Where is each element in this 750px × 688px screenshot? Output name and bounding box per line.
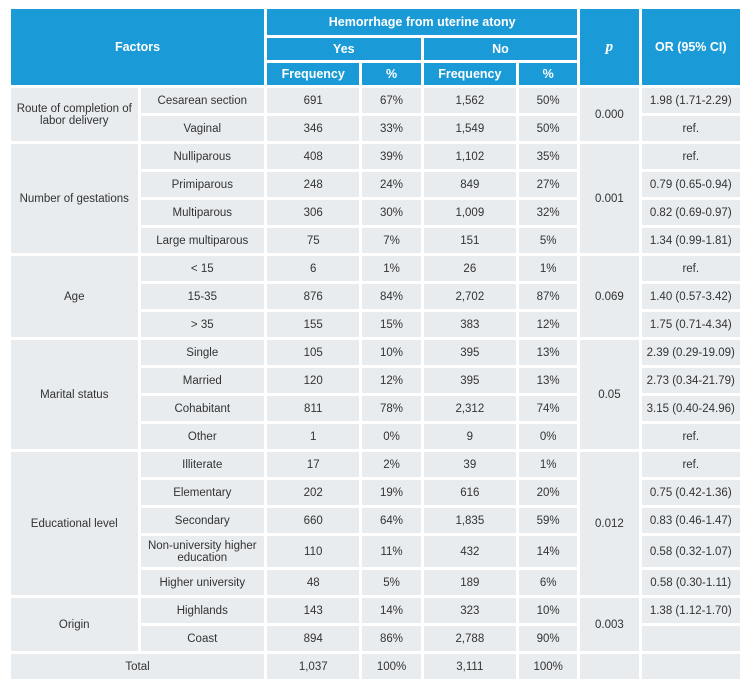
table-row bbox=[11, 144, 740, 169]
factor-cell: Route of completion of labor delivery bbox=[11, 88, 138, 141]
no-percent-cell: 10% bbox=[519, 598, 577, 623]
yes-percent-cell: 7% bbox=[362, 228, 420, 253]
no-percent-cell: 59% bbox=[519, 508, 577, 533]
header-group: Hemorrhage from uterine atony bbox=[267, 9, 577, 35]
p-value-cell: 0.012 bbox=[580, 452, 638, 595]
table-row bbox=[11, 598, 740, 623]
yes-frequency-cell: 876 bbox=[267, 284, 359, 309]
total-no-percent: 100% bbox=[519, 654, 577, 679]
or-cell: 2.39 (0.29-19.09) bbox=[642, 340, 740, 365]
no-frequency-cell: 1,562 bbox=[424, 88, 516, 113]
results-table bbox=[8, 6, 743, 682]
or-cell: 1.38 (1.12-1.70) bbox=[642, 598, 740, 623]
no-percent-cell: 1% bbox=[519, 452, 577, 477]
or-cell: 0.58 (0.32-1.07) bbox=[642, 536, 740, 567]
or-cell bbox=[642, 626, 740, 651]
yes-percent-cell: 64% bbox=[362, 508, 420, 533]
yes-percent-cell: 78% bbox=[362, 396, 420, 421]
or-cell: 3.15 (0.40-24.96) bbox=[642, 396, 740, 421]
level-cell: 15-35 bbox=[141, 284, 265, 309]
no-percent-cell: 13% bbox=[519, 368, 577, 393]
yes-percent-cell: 10% bbox=[362, 340, 420, 365]
no-frequency-cell: 39 bbox=[424, 452, 516, 477]
yes-percent-cell: 19% bbox=[362, 480, 420, 505]
total-or-empty bbox=[642, 654, 740, 679]
or-cell: ref. bbox=[642, 256, 740, 281]
yes-frequency-cell: 110 bbox=[267, 536, 359, 567]
header-no: No bbox=[424, 38, 578, 60]
header-yes-percent: % bbox=[362, 63, 420, 85]
yes-percent-cell: 33% bbox=[362, 116, 420, 141]
no-percent-cell: 50% bbox=[519, 88, 577, 113]
no-frequency-cell: 383 bbox=[424, 312, 516, 337]
yes-percent-cell: 2% bbox=[362, 452, 420, 477]
or-cell: 0.83 (0.46-1.47) bbox=[642, 508, 740, 533]
level-cell: Cohabitant bbox=[141, 396, 265, 421]
or-cell: 1.98 (1.71-2.29) bbox=[642, 88, 740, 113]
yes-percent-cell: 39% bbox=[362, 144, 420, 169]
level-cell: Elementary bbox=[141, 480, 265, 505]
no-percent-cell: 13% bbox=[519, 340, 577, 365]
yes-frequency-cell: 248 bbox=[267, 172, 359, 197]
or-cell: 0.75 (0.42-1.36) bbox=[642, 480, 740, 505]
header-no-percent: % bbox=[519, 63, 577, 85]
yes-percent-cell: 24% bbox=[362, 172, 420, 197]
no-percent-cell: 20% bbox=[519, 480, 577, 505]
or-cell: 2.73 (0.34-21.79) bbox=[642, 368, 740, 393]
total-row bbox=[11, 654, 740, 679]
no-percent-cell: 6% bbox=[519, 570, 577, 595]
table-body bbox=[11, 88, 740, 679]
factor-cell: Number of gestations bbox=[11, 144, 138, 253]
level-cell: Highlands bbox=[141, 598, 265, 623]
yes-percent-cell: 86% bbox=[362, 626, 420, 651]
no-frequency-cell: 432 bbox=[424, 536, 516, 567]
yes-frequency-cell: 202 bbox=[267, 480, 359, 505]
or-cell: ref. bbox=[642, 144, 740, 169]
or-cell: 0.82 (0.69-0.97) bbox=[642, 200, 740, 225]
no-frequency-cell: 395 bbox=[424, 368, 516, 393]
no-percent-cell: 35% bbox=[519, 144, 577, 169]
factor-cell: Educational level bbox=[11, 452, 138, 595]
yes-frequency-cell: 894 bbox=[267, 626, 359, 651]
yes-frequency-cell: 306 bbox=[267, 200, 359, 225]
yes-frequency-cell: 811 bbox=[267, 396, 359, 421]
no-frequency-cell: 9 bbox=[424, 424, 516, 449]
level-cell: < 15 bbox=[141, 256, 265, 281]
level-cell: Non-university higher education bbox=[141, 536, 265, 567]
level-cell: > 35 bbox=[141, 312, 265, 337]
no-frequency-cell: 616 bbox=[424, 480, 516, 505]
table-row bbox=[11, 256, 740, 281]
yes-frequency-cell: 120 bbox=[267, 368, 359, 393]
header-factors: Factors bbox=[11, 9, 264, 85]
no-frequency-cell: 395 bbox=[424, 340, 516, 365]
table-row bbox=[11, 340, 740, 365]
no-frequency-cell: 151 bbox=[424, 228, 516, 253]
no-frequency-cell: 1,835 bbox=[424, 508, 516, 533]
level-cell: Single bbox=[141, 340, 265, 365]
header-p: p bbox=[580, 9, 638, 85]
or-cell: ref. bbox=[642, 452, 740, 477]
no-frequency-cell: 26 bbox=[424, 256, 516, 281]
yes-frequency-cell: 105 bbox=[267, 340, 359, 365]
yes-percent-cell: 67% bbox=[362, 88, 420, 113]
p-value-cell: 0.05 bbox=[580, 340, 638, 449]
factor-cell: Marital status bbox=[11, 340, 138, 449]
factor-cell: Age bbox=[11, 256, 138, 337]
no-percent-cell: 27% bbox=[519, 172, 577, 197]
level-cell: Higher university bbox=[141, 570, 265, 595]
or-cell: 0.58 (0.30-1.11) bbox=[642, 570, 740, 595]
no-percent-cell: 12% bbox=[519, 312, 577, 337]
header-or: OR (95% CI) bbox=[642, 9, 740, 85]
yes-frequency-cell: 155 bbox=[267, 312, 359, 337]
no-frequency-cell: 189 bbox=[424, 570, 516, 595]
yes-percent-cell: 14% bbox=[362, 598, 420, 623]
yes-percent-cell: 15% bbox=[362, 312, 420, 337]
no-percent-cell: 32% bbox=[519, 200, 577, 225]
yes-frequency-cell: 660 bbox=[267, 508, 359, 533]
total-yes-percent: 100% bbox=[362, 654, 420, 679]
total-p-empty bbox=[580, 654, 638, 679]
table-row bbox=[11, 452, 740, 477]
no-frequency-cell: 2,312 bbox=[424, 396, 516, 421]
level-cell: Illiterate bbox=[141, 452, 265, 477]
level-cell: Married bbox=[141, 368, 265, 393]
no-percent-cell: 90% bbox=[519, 626, 577, 651]
yes-frequency-cell: 691 bbox=[267, 88, 359, 113]
level-cell: Primiparous bbox=[141, 172, 265, 197]
level-cell: Secondary bbox=[141, 508, 265, 533]
header-yes: Yes bbox=[267, 38, 421, 60]
no-percent-cell: 87% bbox=[519, 284, 577, 309]
yes-percent-cell: 30% bbox=[362, 200, 420, 225]
yes-frequency-cell: 48 bbox=[267, 570, 359, 595]
p-value-cell: 0.069 bbox=[580, 256, 638, 337]
no-frequency-cell: 2,702 bbox=[424, 284, 516, 309]
yes-frequency-cell: 408 bbox=[267, 144, 359, 169]
yes-frequency-cell: 346 bbox=[267, 116, 359, 141]
yes-percent-cell: 0% bbox=[362, 424, 420, 449]
yes-percent-cell: 84% bbox=[362, 284, 420, 309]
or-cell: ref. bbox=[642, 116, 740, 141]
yes-percent-cell: 12% bbox=[362, 368, 420, 393]
no-percent-cell: 50% bbox=[519, 116, 577, 141]
yes-percent-cell: 5% bbox=[362, 570, 420, 595]
total-label: Total bbox=[11, 654, 264, 679]
level-cell: Nulliparous bbox=[141, 144, 265, 169]
table-row bbox=[11, 88, 740, 113]
no-percent-cell: 14% bbox=[519, 536, 577, 567]
level-cell: Other bbox=[141, 424, 265, 449]
header-no-frequency: Frequency bbox=[424, 63, 516, 85]
no-frequency-cell: 1,009 bbox=[424, 200, 516, 225]
no-frequency-cell: 2,788 bbox=[424, 626, 516, 651]
yes-frequency-cell: 6 bbox=[267, 256, 359, 281]
total-no-frequency: 3,111 bbox=[424, 654, 516, 679]
yes-percent-cell: 11% bbox=[362, 536, 420, 567]
no-frequency-cell: 1,102 bbox=[424, 144, 516, 169]
or-cell: ref. bbox=[642, 424, 740, 449]
yes-percent-cell: 1% bbox=[362, 256, 420, 281]
no-percent-cell: 5% bbox=[519, 228, 577, 253]
no-percent-cell: 0% bbox=[519, 424, 577, 449]
no-frequency-cell: 849 bbox=[424, 172, 516, 197]
or-cell: 0.79 (0.65-0.94) bbox=[642, 172, 740, 197]
p-value-cell: 0.003 bbox=[580, 598, 638, 651]
no-frequency-cell: 323 bbox=[424, 598, 516, 623]
or-cell: 1.34 (0.99-1.81) bbox=[642, 228, 740, 253]
level-cell: Coast bbox=[141, 626, 265, 651]
level-cell: Vaginal bbox=[141, 116, 265, 141]
yes-frequency-cell: 75 bbox=[267, 228, 359, 253]
no-frequency-cell: 1,549 bbox=[424, 116, 516, 141]
or-cell: 1.75 (0.71-4.34) bbox=[642, 312, 740, 337]
no-percent-cell: 74% bbox=[519, 396, 577, 421]
yes-frequency-cell: 17 bbox=[267, 452, 359, 477]
header-yes-frequency: Frequency bbox=[267, 63, 359, 85]
or-cell: 1.40 (0.57-3.42) bbox=[642, 284, 740, 309]
level-cell: Large multiparous bbox=[141, 228, 265, 253]
p-value-cell: 0.001 bbox=[580, 144, 638, 253]
factor-cell: Origin bbox=[11, 598, 138, 651]
no-percent-cell: 1% bbox=[519, 256, 577, 281]
total-yes-frequency: 1,037 bbox=[267, 654, 359, 679]
level-cell: Multiparous bbox=[141, 200, 265, 225]
yes-frequency-cell: 143 bbox=[267, 598, 359, 623]
p-value-cell: 0.000 bbox=[580, 88, 638, 141]
level-cell: Cesarean section bbox=[141, 88, 265, 113]
yes-frequency-cell: 1 bbox=[267, 424, 359, 449]
